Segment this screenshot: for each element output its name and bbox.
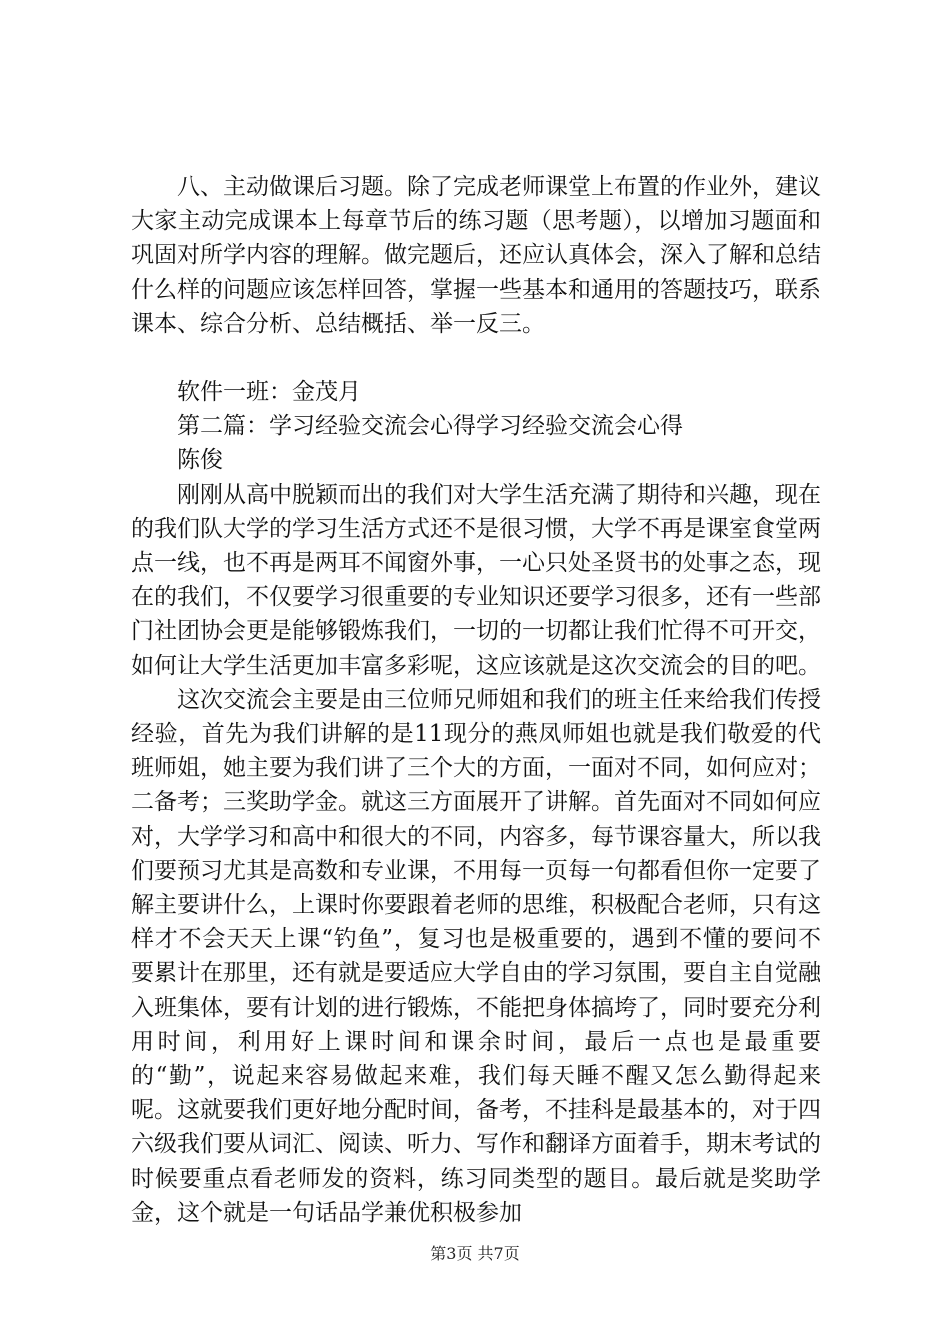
paragraph-homework-advice: 八、主动做课后习题。除了完成老师课堂上布置的作业外，建议大家主动完成课本上每章节后的练习题（思考题），以增加习题面和巩固对所学内容的理解。做完题后，还应认真体会，深入了解和总结什么样的问题应该怎样回答，掌握一些基本和通用的答题技巧，联系课本、综合分析、总结概括、举一反三。 [131,174,821,337]
document-body [131,170,821,1230]
paragraph-introduction: 刚刚从高中脱颖而出的我们对大学生活充满了期待和兴趣，现在的我们队大学的学习生活方式还不是很习惯，大学不再是课室食堂两点一线，也不再是两耳不闻窗外事，一心只处圣贤书的处事之态，现在的我们，不仅要学习很重要的专业知识还要学习很多，还有一些部门社团协会更是能够锻炼我们，一切的一切都让我们忙得不可开交，如何让大学生活更加丰富多彩呢，这应该就是这次交流会的目的吧。 [131,481,821,679]
signature-line: 软件一班：金茂月 [177,379,361,406]
paragraph-meeting-summary: 这次交流会主要是由三位师兄师姐和我们的班主任来给我们传授经验，首先为我们讲解的是11现分的燕凤师姐也就是我们敬爱的代班师姐，她主要为我们讲了三个大的方面，一面对不同，如何应对；二备考；三奖助学金。就这三方面展开了讲解。首先面对不同如何应对，大学学习和高中和很大的不同，内容多，每节课容量大，所以我们要预习尤其是高数和专业课，不用每一页每一句都看但你一定要了解主要讲什么，上课时你要跟着老师的思维，积极配合老师，只有这样才不会天天上课“钓鱼”，复习也是极重要的，遇到不懂的要问不要累计在那里，还有就是要适应大学自由的学习氛围，要自主自觉融入班集体，要有计划的进行锻炼，不能把身体搞垮了，同时要充分利用时间，利用好上课时间和课余时间，最后一点也是最重要的“勤”，说起来容易做起来难，我们每天睡不醒又怎么勤得起来呢。这就要我们更好地分配时间，备考，不挂科是最基本的，对于四六级我们要从词汇、阅读、听力、写作和翻译方面着手，期末考试的时候要重点看老师发的资料，练习同类型的题目。最后就是奖助学金，这个就是一句话品学兼优积极参加 [131,686,821,1226]
author-name: 陈俊 [177,447,223,474]
section-title: 第二篇：学习经验交流会心得学习经验交流会心得 [177,413,683,440]
page-number-footer: 第3页 共7页 [430,1244,520,1263]
